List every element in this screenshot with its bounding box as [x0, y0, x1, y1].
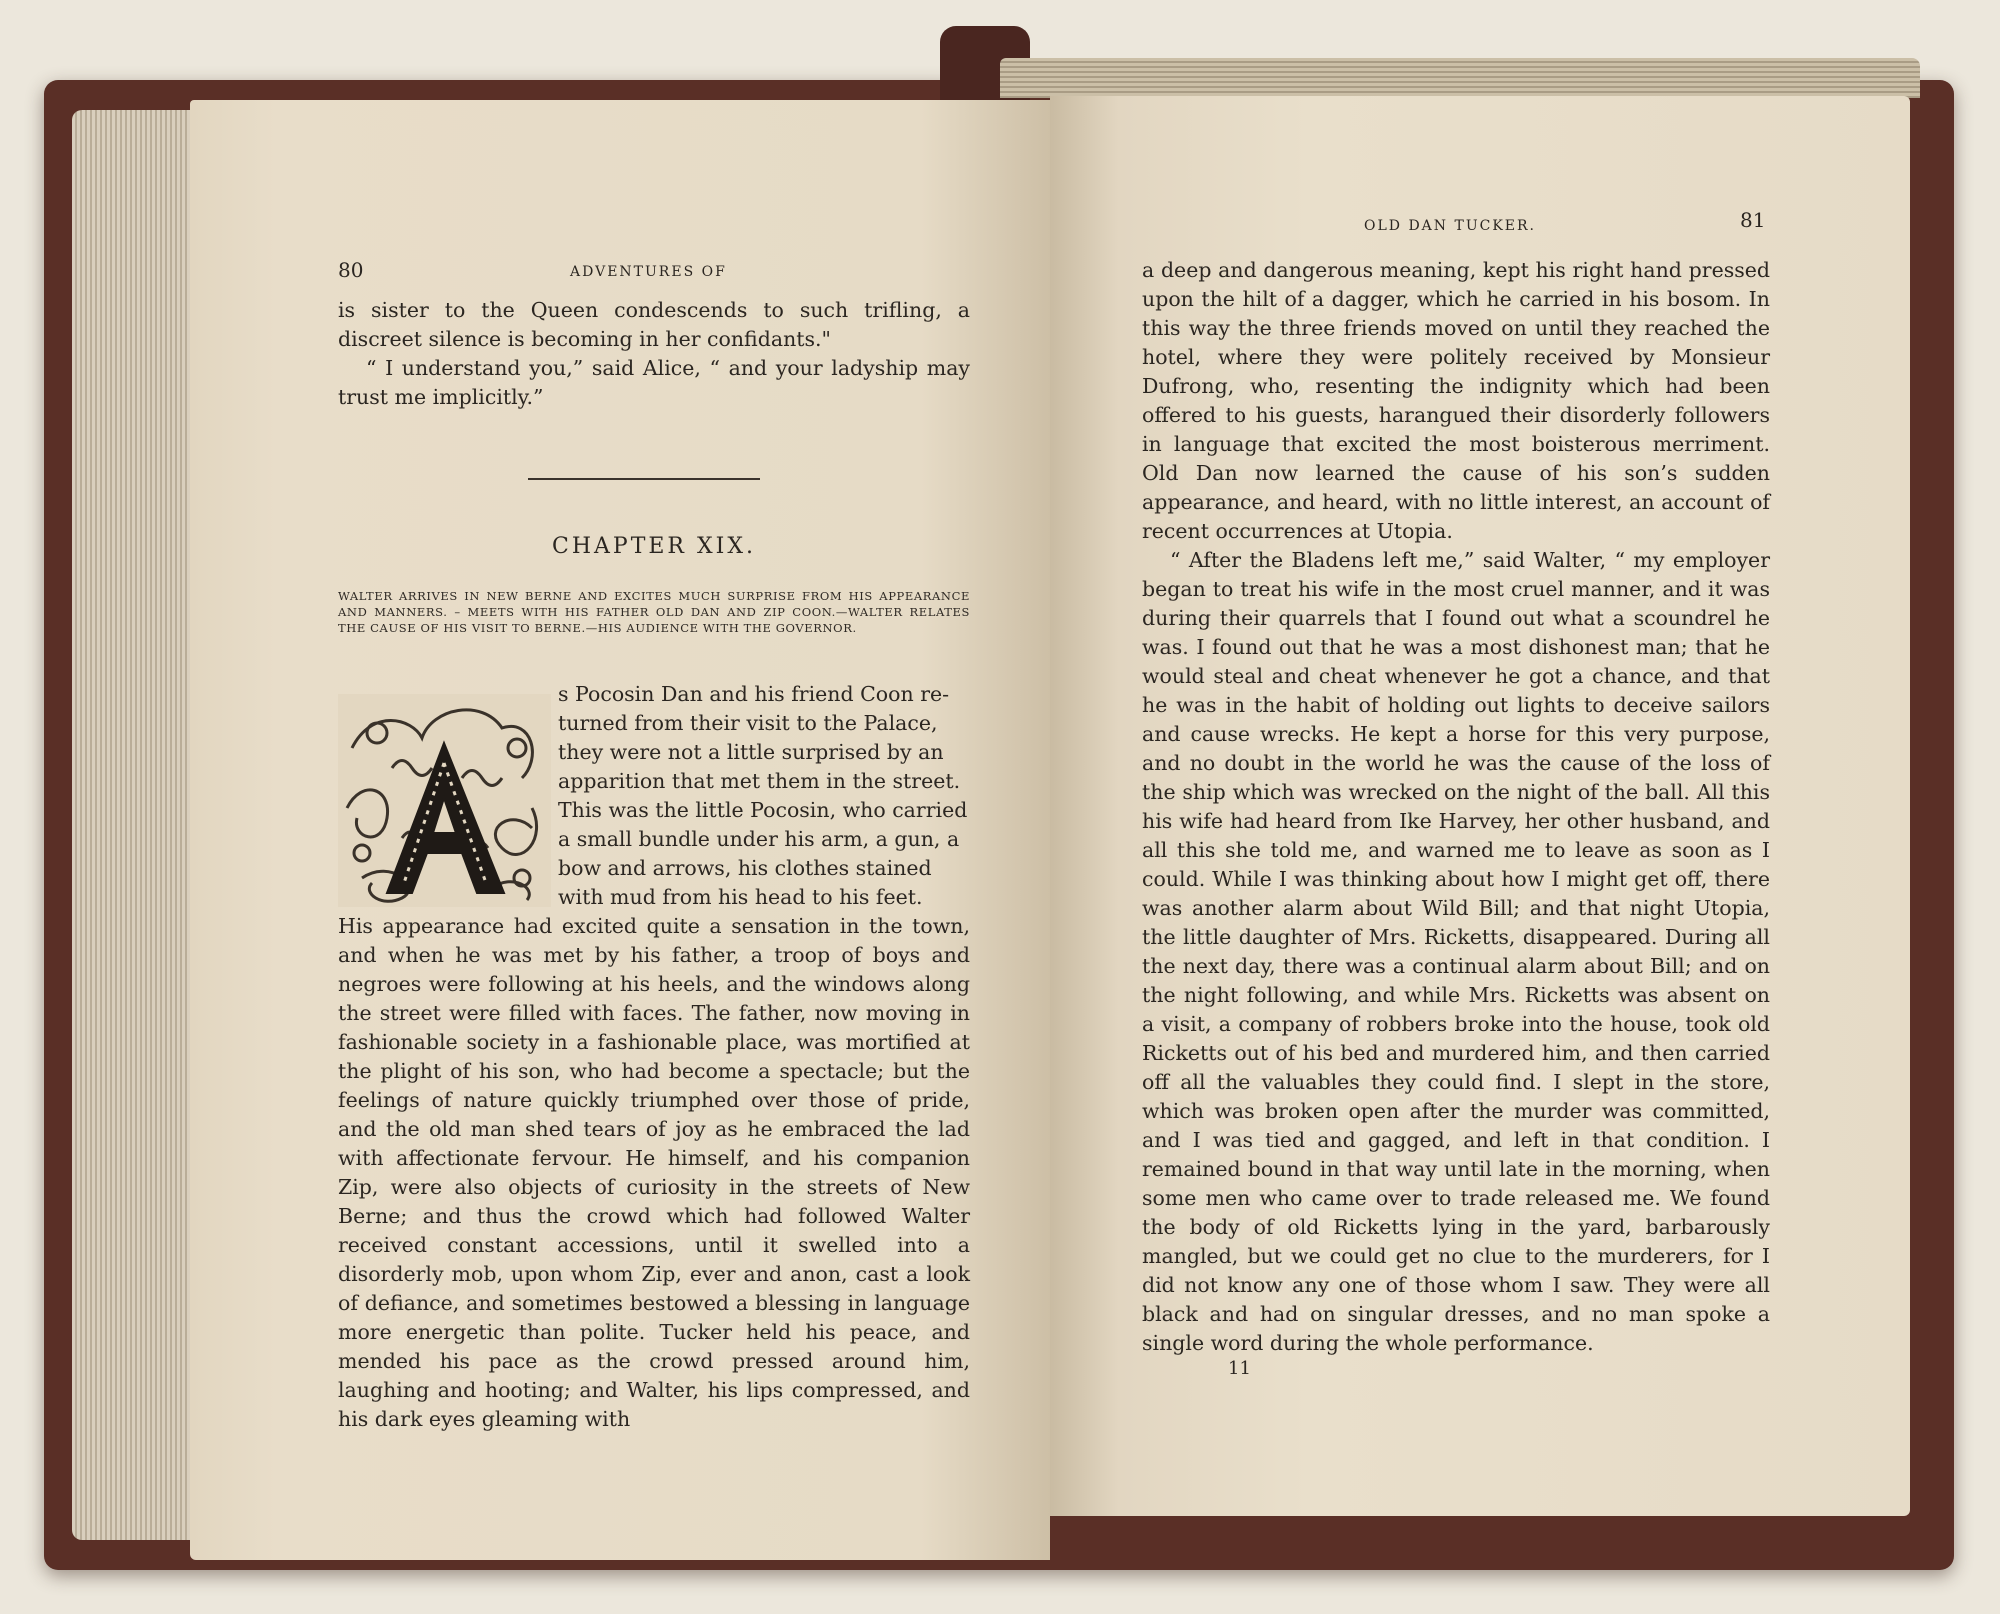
- text-line: This was the little Pocosin, who carried: [558, 798, 968, 822]
- text-line: they were not a little surprised by an: [558, 740, 944, 764]
- left-page-number: 80: [338, 258, 364, 282]
- text-line: bow and arrows, his clothes stained: [558, 856, 932, 880]
- ornamental-drop-cap: [332, 688, 557, 913]
- left-running-head: ADVENTURES OF: [570, 264, 727, 280]
- right-running-head: OLD DAN TUCKER.: [1364, 218, 1537, 234]
- left-page: [190, 100, 1050, 1560]
- paragraph: “ After the Bladens left me,” said Walter, “ my employer began to treat his wife in the most cruel manner, and it was during their quarrels that I found out what a scoundrel he was. I found out that he was a most dishonest man; that he would steal and cheat whenever he got a chance, and that he was in the habit of holding out lights to deceive sailors and cause wrecks. He kept a horse for this very purpose, and no doubt in the world he was the cause of the loss of the ship which was wrecked on the night of the ball. All this his wife had heard from Ike Harvey, her other husband, and all this she told me, and warned me to leave as soon as I could. While I was thinking about how I might get off, there was another alarm about Wild Bill; and that night Utopia, the little daughter of Mrs. Ricketts, disappeared. During all the next day, there was a continual alarm about Bill; and on the night following, and while Mrs. Ricketts was absent on a visit, a company of robbers broke into the house, took old Ricketts out of his bed and murdered him, and then carried off all the valuables they could find. I slept in the store, which was broken open after the murder was committed, and I was tied and gagged, and left in that condition. I remained bound in that way until late in the morning, when some men who came over to trade released me. We found the body of old Ricketts lying in the yard, barbarously mangled, but we could get no clue to the murderers, for I did not know any one of those whom I saw. They were all black and had on singular dresses, and no man spoke a single word during the whole performance.: [1142, 548, 1770, 1355]
- text-line: with mud from his head to his feet.: [558, 885, 923, 909]
- signature-mark: 11: [1228, 1358, 1251, 1379]
- right-page-number: 81: [1740, 208, 1766, 232]
- chapter-title: CHAPTER XIX.: [551, 534, 756, 559]
- text-line: s Pocosin Dan and his friend Coon re-: [558, 682, 950, 706]
- section-rule: [528, 478, 760, 480]
- text-line: a small bundle under his arm, a gun, a: [558, 827, 960, 851]
- text-beside-drop-cap: [558, 680, 970, 912]
- page-edges-left: [72, 110, 200, 1540]
- right-page: [1050, 96, 1910, 1516]
- text-line: apparition that met them in the street.: [558, 769, 961, 793]
- right-body-text: [1142, 256, 1770, 1358]
- paragraph: “ I understand you,” said Alice, “ and your ladyship may trust me implicitly.”: [338, 356, 970, 409]
- left-continuation-text: His appearance had excited quite a sensation in the town, and when he was met by his father, a troop of boys and negroes were following at his heels, and the windows along the street were filled with faces. The father, now moving in fashionable society in a fashionable place, was mortified at the plight of his son, who had become a spectacle; but the feelings of nature quickly triumphed over those of pride, and the old man shed tears of joy as he embraced the lad with affectionate fervour. He himself, and his companion Zip, were also objects of curiosity in the streets of New Berne; and thus the crowd which had followed Walter received constant accessions, until it swelled into a disorderly mob, upon whom Zip, ever and anon, cast a look of defiance, and sometimes bestowed a blessing in language more energetic than polite. Tucker held his peace, and mended his pace as the crowd pressed around him, laughing and hooting; and Walter, his lips compressed, and his dark eyes gleaming with: [338, 914, 970, 1431]
- paragraph: a deep and dangerous meaning, kept his right hand pressed upon the hilt of a dagger, which he carried in his bosom. In this way the three friends moved on until they reached the hotel, where they were politely received by Monsieur Dufrong, who, resenting the indignity which had been offered to his guests, harangued their disorderly followers in language that excited the most boisterous merriment. Old Dan now learned the cause of his son’s sudden appearance, and heard, with no little interest, an account of recent occurrences at Utopia.: [1142, 258, 1770, 543]
- page-edges-top: [1000, 58, 1920, 98]
- left-opening-text: [338, 296, 970, 412]
- chapter-synopsis: WALTER ARRIVES IN NEW BERNE AND EXCITES MUCH SURPRISE FROM HIS APPEARANCE AND MANNERS. – MEETS WITH HIS FATHER OLD DAN AND ZIP COON.—WALTER RELATES THE CAUSE OF HIS VISIT TO BERNE.—HIS AUDIENCE WITH THE GOVERNOR.: [338, 589, 970, 635]
- paragraph: is sister to the Queen condescends to such trifling, a discreet silence is becoming in her confidants.": [338, 298, 970, 351]
- text-line: turned from their visit to the Palace,: [558, 711, 938, 735]
